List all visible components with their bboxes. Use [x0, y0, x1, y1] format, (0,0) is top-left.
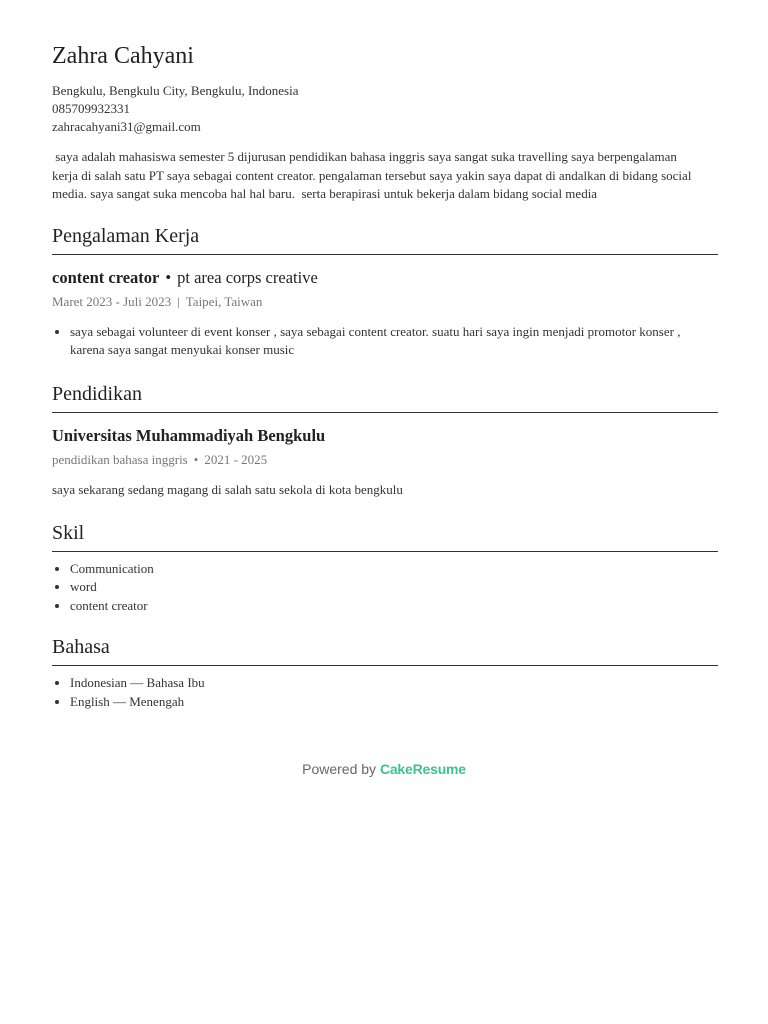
company-name: pt area corps creative: [177, 267, 318, 287]
education-description: saya sekarang sedang magang di salah satu sekola di kota bengkulu: [52, 481, 403, 497]
education-major: pendidikan bahasa inggris: [52, 451, 188, 467]
languages-list: [52, 674, 718, 711]
skills-list: [52, 560, 718, 616]
education-meta: [52, 451, 718, 469]
skill-item: • content creator: [70, 597, 718, 616]
powered-by-footer: [0, 759, 768, 779]
experience-section: [52, 222, 718, 360]
cakeresume-logo[interactable]: CakeResume: [379, 761, 466, 777]
candidate-name: Zahra Cahyani: [52, 43, 194, 69]
contact-email[interactable]: zahracahyani31@gmail.com: [52, 119, 201, 134]
job-role: content creator: [52, 267, 160, 287]
meta-divider: |: [177, 293, 180, 309]
language-item: • Indonesian — Bahasa Ibu: [70, 674, 718, 693]
skill-item: • Communication: [70, 560, 718, 579]
languages-section: [52, 633, 718, 711]
experience-title-line: [52, 267, 718, 289]
education-years: 2021 - 2025: [204, 451, 268, 467]
experience-heading: Pengalaman Kerja: [52, 222, 718, 255]
contact-phone: 085709932331: [52, 101, 130, 116]
job-dates: Maret 2023 - Juli 2023: [52, 293, 172, 309]
language-item: • English — Menengah: [70, 693, 718, 712]
experience-bullet: • saya sebagai volunteer di event konser , saya sebagai content creator. suatu hari saya ingin menjadi promotor konser , karena saya sangat menyukai konser music: [70, 323, 718, 360]
skills-section: [52, 519, 718, 616]
resume-page: [52, 40, 718, 711]
experience-meta: [52, 293, 718, 311]
bullet-separator: •: [193, 451, 199, 467]
education-entry: [52, 425, 718, 499]
languages-heading: Bahasa: [52, 633, 718, 666]
powered-by-label: Powered by: [302, 761, 377, 777]
bullet-separator: •: [165, 267, 172, 287]
education-heading: Pendidikan: [52, 380, 718, 413]
skills-heading: Skil: [52, 519, 718, 552]
experience-entry: [52, 267, 718, 360]
skill-item: • word: [70, 578, 718, 597]
school-name: Universitas Muhammadiyah Bengkulu: [52, 425, 326, 445]
education-section: [52, 380, 718, 499]
contact-location: Bengkulu, Bengkulu City, Bengkulu, Indonesia: [52, 83, 299, 98]
profile-summary: saya adalah mahasiswa semester 5 dijurusan pendidikan bahasa inggris saya sangat suka travelling saya berpengalaman kerja di salah satu PT saya sebagai content creator. pengalaman tersebut saya yakin saya dapat di andalkan di bidang social media. saya sangat suka mencoba hal hal baru. serta berapirasi untuk bekerja dalam bidang social media: [52, 149, 695, 201]
experience-bullets: [52, 323, 718, 360]
job-location: Taipei, Taiwan: [185, 293, 263, 309]
